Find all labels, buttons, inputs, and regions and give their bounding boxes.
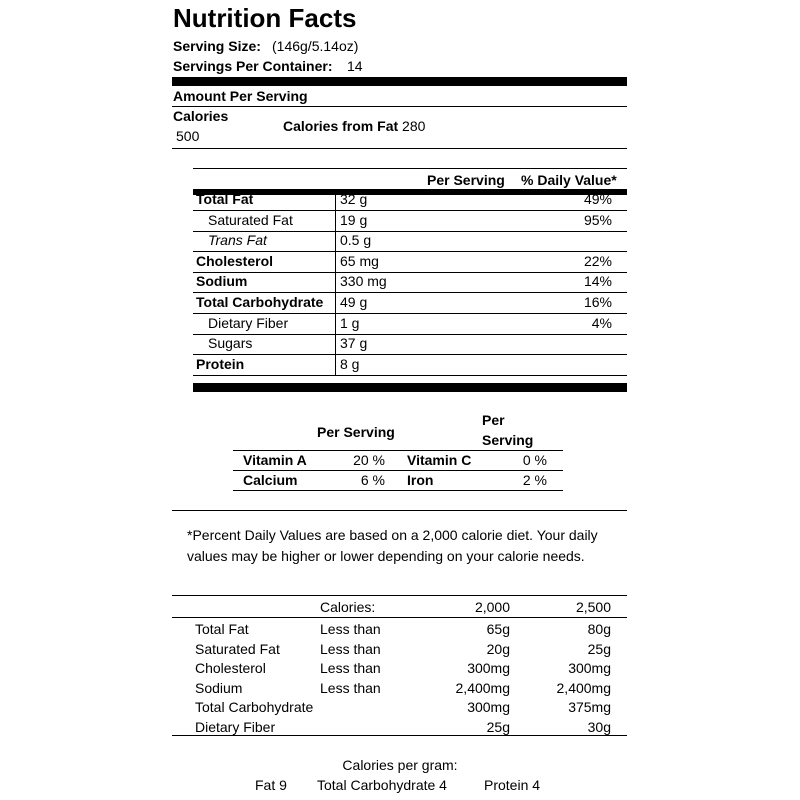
reference-value-2500: 30g	[587, 718, 611, 735]
nutrient-name: Total Fat	[196, 191, 254, 207]
vitamin-name: Vitamin A	[243, 452, 307, 468]
reference-value-2000: 2,400mg	[455, 679, 510, 696]
divider	[172, 106, 627, 107]
calories-per-gram-label: Calories per gram:	[342, 757, 458, 773]
reference-calories-label: Calories:	[320, 599, 376, 615]
vitamin-col1-header: Per Serving	[317, 424, 395, 440]
divider	[172, 735, 627, 736]
nutrient-name: Sugars	[208, 335, 253, 352]
nutrient-col-per-serving: Per Serving	[427, 172, 505, 188]
vitamin-name: Vitamin C	[407, 452, 472, 468]
vitamin-name: Iron	[407, 472, 434, 488]
divider	[193, 375, 627, 376]
vitamin-col2-header-line2: Serving	[482, 432, 534, 448]
vitamin-value: 6 %	[360, 472, 385, 488]
reference-nutrient-name: Total Fat	[195, 621, 249, 637]
nutrient-amount: 330 mg	[340, 273, 387, 290]
nutrient-daily-value: 4%	[591, 314, 612, 331]
calories-from-fat-value: 280	[402, 118, 426, 134]
servings-per-container-value: 14	[347, 58, 363, 74]
divider	[233, 490, 563, 491]
label-title: Nutrition Facts	[173, 3, 357, 33]
reference-nutrient-name: Dietary Fiber	[195, 718, 276, 735]
nutrient-amount: 8 g	[340, 355, 360, 372]
vitamin-value: 0 %	[522, 452, 547, 468]
nutrient-amount: 1 g	[340, 314, 360, 331]
reference-nutrient-name: Cholesterol	[195, 660, 266, 676]
footnote: *Percent Daily Values are based on a 2,000 calorie diet. Your daily values may be higher or lower depending on your calorie needs.	[187, 527, 598, 564]
calories-value: 500	[176, 128, 200, 144]
reference-qualifier: Less than	[320, 621, 381, 637]
reference-nutrient-name: Sodium	[195, 679, 243, 696]
nutrient-name: Saturated Fat	[208, 211, 293, 228]
reference-value-2500: 80g	[587, 621, 611, 637]
reference-value-2000: 20g	[486, 640, 510, 657]
divider	[172, 595, 627, 596]
nutrient-name: Sodium	[196, 273, 248, 290]
reference-value-2500: 2,400mg	[556, 679, 611, 696]
divider	[335, 195, 336, 375]
nutrient-daily-value: 22%	[583, 252, 612, 269]
reference-nutrient-name: Total Carbohydrate	[195, 699, 314, 715]
reference-value-2000: 300mg	[467, 660, 510, 676]
thick-divider	[172, 77, 627, 86]
reference-value-2500: 300mg	[568, 660, 611, 676]
serving-size-label: Serving Size:	[173, 38, 261, 54]
nutrient-col-daily-value: % Daily Value*	[521, 172, 617, 188]
divider	[193, 334, 627, 335]
reference-value-2000: 300mg	[467, 699, 510, 715]
per-gram-carbohydrate: Total Carbohydrate 4	[317, 777, 447, 793]
reference-qualifier: Less than	[320, 660, 381, 676]
nutrient-amount: 0.5 g	[340, 232, 372, 249]
reference-col1-header: 2,000	[474, 599, 510, 615]
nutrient-name: Protein	[196, 355, 245, 372]
reference-nutrient-name: Saturated Fat	[195, 640, 280, 657]
nutrient-amount: 65 mg	[340, 252, 379, 269]
calories-label: Calories	[173, 108, 229, 124]
reference-value-2500: 25g	[587, 640, 611, 657]
reference-col2-header: 2,500	[575, 599, 611, 615]
nutrient-amount: 32 g	[340, 191, 368, 207]
nutrient-amount: 49 g	[340, 294, 368, 310]
nutrient-daily-value: 16%	[583, 294, 612, 310]
reference-value-2000: 65g	[486, 621, 510, 637]
reference-qualifier: Less than	[320, 640, 381, 657]
vitamin-value: 20 %	[353, 452, 385, 468]
nutrient-daily-value: 49%	[583, 191, 612, 207]
nutrient-name: Trans Fat	[208, 232, 267, 249]
reference-qualifier: Less than	[320, 679, 381, 696]
per-gram-fat: Fat 9	[255, 777, 287, 793]
vitamin-col2-header-line1: Per	[482, 412, 505, 428]
reference-value-2000: 25g	[486, 718, 510, 735]
reference-value-2500: 375mg	[568, 699, 611, 715]
vitamin-name: Calcium	[243, 472, 298, 488]
thick-divider	[193, 383, 627, 392]
nutrient-daily-value: 95%	[583, 211, 612, 228]
nutrient-daily-value: 14%	[583, 273, 612, 290]
nutrient-amount: 37 g	[340, 335, 368, 352]
amount-per-serving-header: Amount Per Serving	[173, 88, 308, 104]
divider	[172, 510, 627, 511]
divider	[172, 617, 627, 618]
vitamin-value: 2 %	[522, 472, 547, 488]
nutrient-amount: 19 g	[340, 211, 368, 228]
serving-size-value: (146g/5.14oz)	[272, 38, 359, 54]
divider	[193, 168, 627, 169]
per-gram-protein: Protein 4	[484, 777, 541, 793]
nutrient-name: Total Carbohydrate	[196, 294, 324, 310]
divider	[172, 148, 627, 149]
calories-from-fat	[283, 118, 425, 134]
divider	[233, 470, 563, 471]
servings-per-container-label: Servings Per Container:	[173, 58, 333, 74]
nutrient-name: Dietary Fiber	[208, 314, 289, 331]
nutrient-name: Cholesterol	[196, 252, 274, 269]
calories-from-fat-label: Calories from Fat	[283, 118, 399, 134]
divider	[233, 450, 563, 451]
divider	[193, 354, 627, 355]
